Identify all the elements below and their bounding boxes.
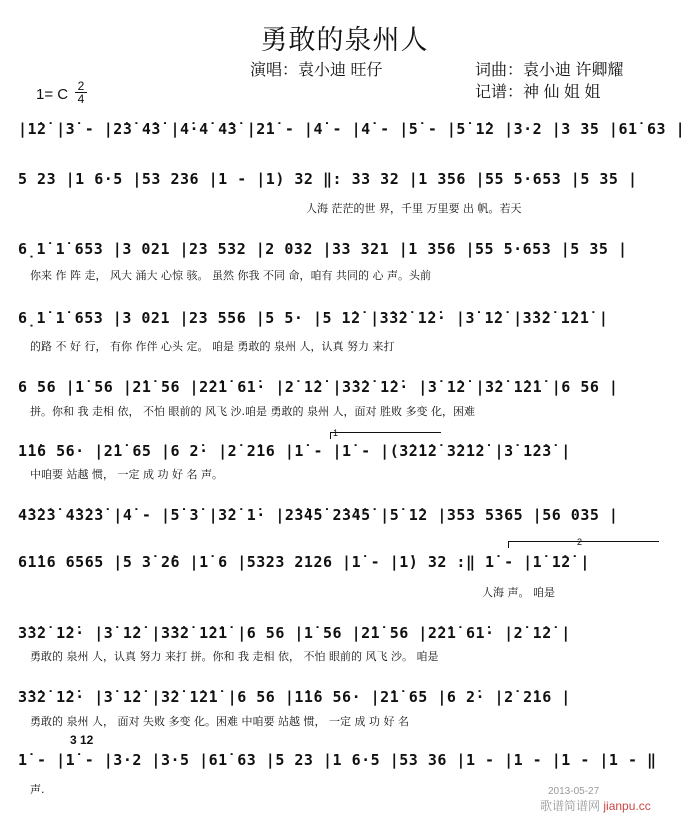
- score-line-4-lyrics: 的路 不 好 行， 有你 作伴 心头 定。 咱是 勇敢的 泉州 人，认真 努力 来打: [30, 340, 395, 353]
- score-line-5-notes: 6 56 |1̇ 56 |2̇1̇ 56 |2̇2̇1̇ 61̇· |2̇ 1̇2̇ |3̇3̇2̇ 1̇2̇· |3̇ 1̇2̇ |3̇2̇ 1̇2̇1̇ |6 56 |: [18, 378, 619, 396]
- score-line-1-notes: |1̇2̇ |3̇ - |2̇3̇ 4̇3̇ |4̇·4̇ 4̇3̇ |2̇1̇ - |4̇ - |4̇ - |5̇ - |5̇ 1̇2 |3·2 |3 35 |61̇ 63 |: [18, 120, 686, 138]
- score-line-2-notes: 5 23 |1 6·5 |53 236 |1 - |1) 32 ‖: 33 32 |1 356 |55 5·653 |5 35 |: [18, 170, 638, 188]
- date-stamp: 2013-05-27: [548, 786, 600, 797]
- singers-credit: 演唱：袁小迪 旺仔: [250, 62, 383, 79]
- score-line-8-notes: 61̇16 6565 |5 3̇ 2̇6 |1̇ 6 |5323 2126 |1̇ - |1̇) 32 :‖ 1̇ - |1̇ 1̇2̇ |: [18, 553, 590, 571]
- score-line-11-notes: 1̇ - |1̇ - |3·2 |3·5 |61̇ 63 |5 23 |1 6·5 |53 36 |1 - |1 - |1 - |1 - ‖: [18, 751, 657, 769]
- score-line-8-lyrics: 人海 声。 咱是: [482, 586, 555, 599]
- score-line-6-lyrics: 中咱要 站越 惯， 一定 成 功 好 名 声。: [30, 468, 223, 481]
- score-line-2-lyrics: 人海 茫茫的世 界，千里 万里要 出 帆。若天: [306, 202, 522, 215]
- time-signature: [74, 80, 88, 105]
- score-line-7-notes: 4̇3̇2̇3̇ 4̇3̇2̇3̇ |4̇ - |5̇ 3̇ |3̇2̇ 1̇· |2̇3̇4̇5̇ 2̇3̇4̇5̇ |5̇ 1̇2 |353 5365 |56 035 |: [18, 506, 619, 524]
- key-signature: 1= C: [36, 86, 69, 103]
- score-line-9-lyrics: 勇敢的 泉州 人，认真 努力 来打 拼。你和 我 走相 依， 不怕 眼前的 风飞 沙。 咱是: [30, 650, 439, 663]
- time-signature-top: 2: [77, 79, 85, 93]
- song-title: 勇敢的泉州人: [260, 25, 429, 55]
- score-line-3-notes: 6̣1̇ 1̇ 653 |3 021 |23 532 |2 032 |33 321 |1 356 |55 5·653 |5 35 |: [18, 240, 628, 258]
- final-tuplet-label: 3 12: [70, 733, 94, 747]
- transcriber-credit: 记谱：神 仙 姐 姐: [475, 84, 601, 101]
- site-watermark: [540, 797, 651, 814]
- volta-1-label: 1: [333, 428, 339, 438]
- watermark-name: 歌谱简谱网: [540, 799, 601, 813]
- time-signature-bottom: 4: [77, 92, 85, 106]
- score-line-4-notes: 6̣1̇ 1̇ 653 |3 021 |23 556 |5 5· |5 1̇2̇ |3̇3̇2̇ 1̇2̇· |3̇ 1̇2̇ |3̇3̇2̇ 1̇2̇1̇ |: [18, 309, 609, 327]
- watermark-url: jianpu.cc: [603, 799, 651, 813]
- volta-1-bracket: [330, 432, 441, 439]
- score-line-10-lyrics: 勇敢的 泉州 人， 面对 失败 多变 化。困难 中咱要 站越 惯， 一定 成 功 好 名: [30, 715, 409, 728]
- score-line-6-notes: 1̇1̇6 56· |2̇1̇ 65 |6 2̇· |2̇ 2̇16 |1̇ - |1̇ - |(3̇2̇1̇2̇ 3̇2̇1̇2̇ |3̇ 1̇2̇3̇ |: [18, 442, 571, 460]
- score-line-10-notes: 3̇3̇2̇ 1̇2̇· |3̇ 1̇2̇ |3̇2̇ 1̇2̇1̇ |6 56 |1̇1̇6 56· |2̇1̇ 65 |6 2̇· |2̇ 2̇16 |: [18, 688, 571, 706]
- score-line-5-lyrics: 拼。你和 我 走相 依， 不怕 眼前的 风飞 沙.咱是 勇敢的 泉州 人，面对 胜败 多变 化，困难: [30, 405, 475, 418]
- score-line-3-lyrics: 你来 作 阵 走， 风大 涌大 心惊 骇。 虽然 你我 不同 命，咱有 共同的 心 声。头前: [30, 269, 431, 282]
- score-line-9-notes: 3̇3̇2̇ 1̇2̇· |3̇ 1̇2̇ |3̇3̇2̇ 1̇2̇1̇ |6 56 |1̇ 56 |2̇1̇ 56 |2̇2̇1̇ 61̇· |2̇ 1̇2̇ |: [18, 624, 571, 642]
- score-line-11-lyrics: 声.: [30, 783, 45, 796]
- composer-credit: 词曲：袁小迪 许卿耀: [475, 62, 624, 79]
- volta-2-label: 2: [577, 537, 583, 547]
- volta-2-bracket: [508, 541, 659, 548]
